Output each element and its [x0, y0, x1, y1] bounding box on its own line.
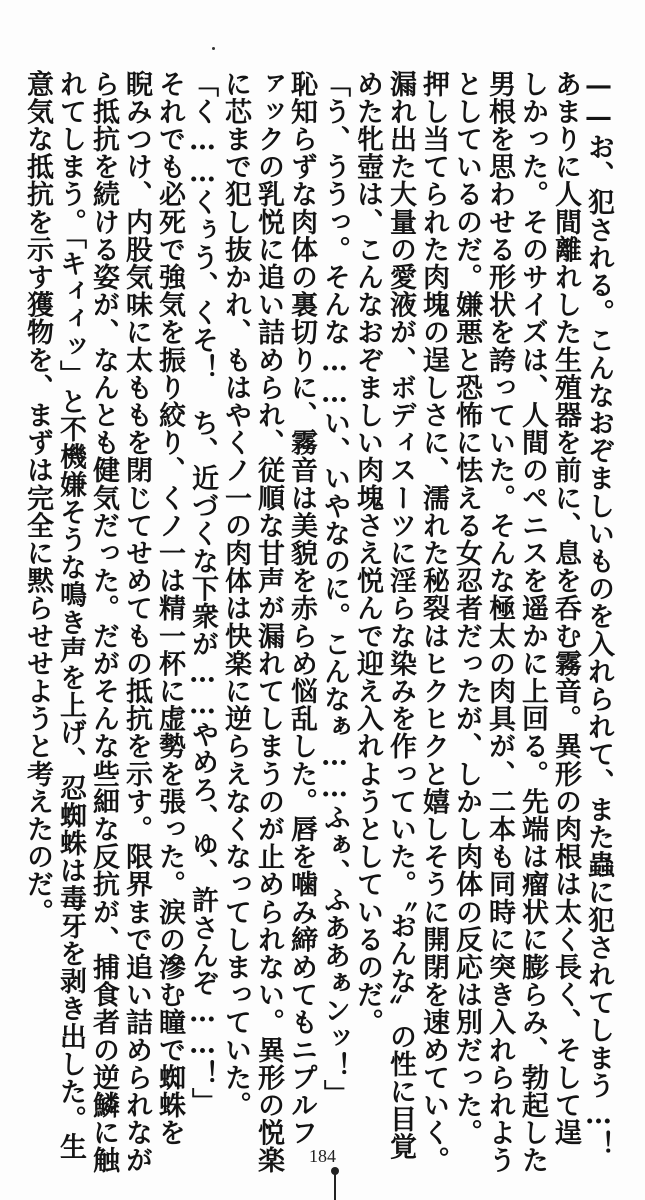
text-column: 「く……くぅう、くそ！ ち、近づくな下衆が……やめろ、ゆ、許さんぞ……！」 [187, 70, 218, 1116]
page-number: 184 [309, 1146, 336, 1166]
text-column: 「う、ううっ。そんな……い、いやなのに。こんなぁ……ふぁ、ふああぁンッ！」 [319, 70, 350, 1108]
text-column: ——お、犯される。こんなおぞましいものを入れられて、また蟲に犯されてしまう…！ [583, 70, 614, 1159]
text-column: 意気な抵抗を示す獲物を、まずは完全に黙らせせようと考えたのだ。 [22, 70, 53, 926]
text-column: に芯まで犯し抜かれ、もはやくノ一の肉体は快楽に逆らえなくなってしまっていた。 [220, 70, 251, 1119]
text-column: しかった。そのサイズは、人間のペニスを遥かに上回る。先端は瘤状に膨らみ、勃起した [517, 70, 548, 1174]
text-column: ァックの乳悦に追い詰められ、従順な甘声が漏れてしまうのが止められない。異形の悦楽 [253, 70, 284, 1174]
text-column: 男根を思わせる形状を誇っていた。そんな極太の肉具が、二本も同時に突き入れられよう [484, 70, 515, 1174]
text-column: 押し当てられた肉塊の逞しさに、濡れた秘裂はヒクヒクと嬉しそうに開閉を速めていく。 [418, 70, 449, 1174]
text-column: 漏れ出た大量の愛液が、ボディスーツに淫らな染みを作っていた。〝おんな〟の性に目覚 [385, 70, 416, 1161]
text-column: めた牝壺は、こんなおぞましい肉塊さえ悦んで迎え入れようとしているのだ。 [352, 70, 383, 1036]
text-column: あまりに人間離れした生殖器を前に、息を呑む霧音。異形の肉根は太く長く、そして逞 [550, 70, 581, 1147]
text-column: ら抵抗を続ける姿が、なんとも健気だった。だがそんな些細な反抗が、捕食者の逆鱗に触 [88, 70, 119, 1174]
text-column: それでも必死で強気を振り絞り、くノ一は精一杯に虚勢を張った。涙の滲む瞳で蜘蛛を [154, 70, 185, 1147]
text-column: としているのだ。嫌悪と恐怖に怯える女忍者だったが、しかし肉体の反応は別だった。 [451, 70, 482, 1147]
text-column: 恥知らずな肉体の裏切りに、霧音は美貌を赤らめ悩乱した。唇を噛み締めてもニプルフ [286, 70, 317, 1147]
text-column: 睨みつけ、内股気味に太ももを閉じてせめてもの抵抗を示す。限界まで追い詰められなが [121, 70, 152, 1174]
page-marker-line [334, 1174, 336, 1200]
print-speck [212, 47, 215, 50]
text-column: れてしまう。「キィィッ」と不機嫌そうな鳴き声を上げ、忍蜘蛛は毒牙を剥き出した。生 [55, 70, 86, 1161]
